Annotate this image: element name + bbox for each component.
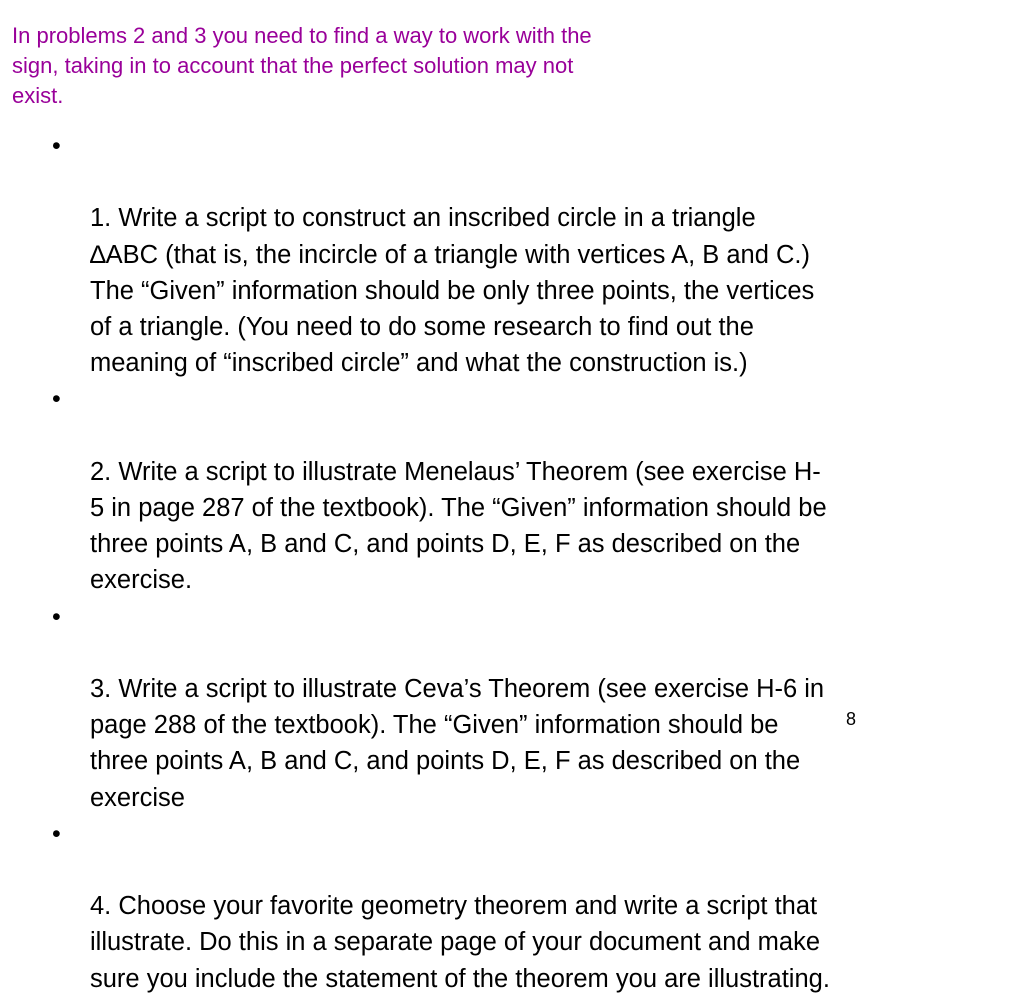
bullet-icon: • (52, 132, 61, 160)
bullet-icon: • (52, 602, 61, 631)
task-item (52, 816, 972, 997)
bullet-icon: • (52, 385, 61, 414)
task-text: 4. Choose your favorite geometry theorem and write a script that illustrate. Do this in a separate page of your document and make sure you include the statement of the theorem you are illustrating. (90, 892, 830, 993)
page-number: 8 (846, 709, 857, 729)
task-text: 3. Write a script to illustrate Ceva’s Theorem (see exercise H-6 in page 288 of the textbook). The “Given” information should be three points A, B and C, and points D, E, F as described on the exercise (90, 675, 825, 812)
instruction-note: In problems 2 and 3 you need to find a way to work with the sign, taking in to account that the perfect solution may not exist. (12, 23, 592, 108)
task-item (52, 128, 972, 381)
task-item (52, 599, 972, 816)
task-text: 2. Write a script to illustrate Menelaus’ Theorem (see exercise H- 5 in page 287 of the textbook). The “Given” information should be three points A, B and C, and points D, E, F as described on the exercise. (90, 457, 827, 595)
bullet-icon: • (52, 819, 61, 848)
task-text: 1. Write a script to construct an inscribed circle in a triangle ∆ABC (that is, the incircle of a triangle with vertices A, B and C.) The “Given” information should be only three points, the vertices of a triangle. (You need to do some research to find out the meaning of “inscribed circle” and what the construction is.) (90, 204, 815, 378)
task-item (52, 381, 972, 598)
task-list (52, 128, 972, 997)
